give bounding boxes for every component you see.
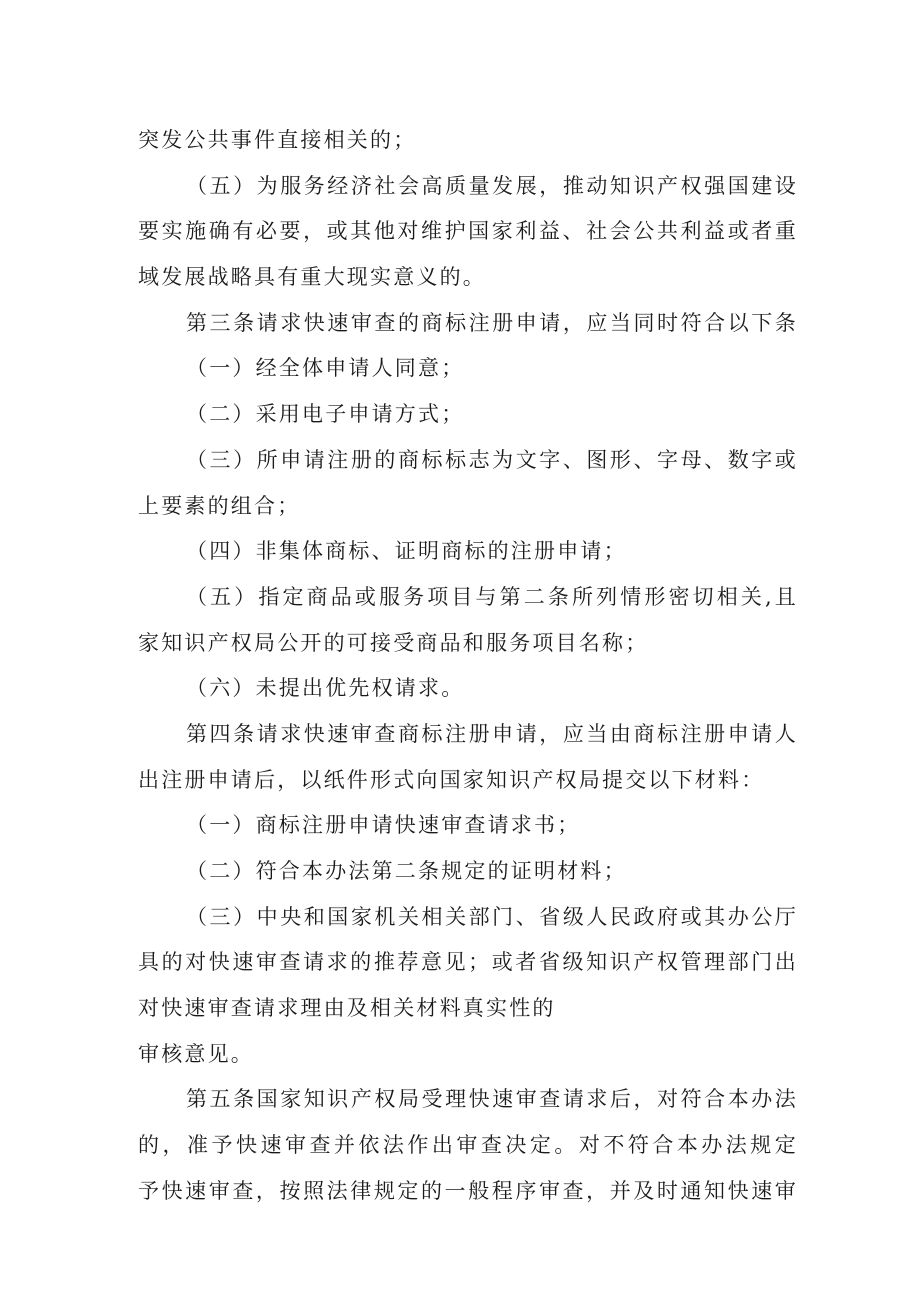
text-line: （五）为服务经济社会高质量发展，推动知识产权强国建设	[186, 173, 798, 198]
text-line: 第五条国家知识产权局受理快速审查请求后，对符合本办法	[186, 1087, 798, 1112]
text-line: 出注册申请后，以纸件形式向国家知识产权局提交以下材料：	[138, 767, 765, 792]
text-line: 突发公共事件直接相关的；	[138, 128, 417, 152]
text-line: 审核意见。	[138, 1041, 254, 1066]
text-line: 具的对快速审查请求的推荐意见；或者省级知识产权管理部门出	[138, 950, 798, 975]
text-line: 家知识产权局公开的可接受商品和服务项目名称；	[138, 630, 649, 655]
text-line: （二）符合本办法第二条规定的证明材料；	[186, 859, 627, 883]
text-line: 第四条请求快速审查商标注册申请，应当由商标注册申请人	[186, 721, 798, 746]
text-line: 域发展战略具有重大现实意义的。	[138, 265, 486, 290]
text-line: 上要素的组合；	[138, 493, 301, 518]
text-line: （五）指定商品或服务项目与第二条所列情形密切相关,且	[186, 584, 798, 609]
text-line: （一）商标注册申请快速审查请求书；	[186, 813, 581, 838]
text-line: 予快速审查，按照法律规定的一般程序审查，并及时通知快速审	[138, 1178, 798, 1203]
document-body	[138, 118, 798, 1215]
text-line: 第三条请求快速审查的商标注册申请，应当同时符合以下条	[186, 310, 798, 335]
text-line: 要实施确有必要，或其他对维护国家利益、社会公共利益或者重	[138, 219, 798, 244]
text-line: 的，准予快速审查并依法作出审查决定。对不符合本办法规定	[138, 1133, 798, 1158]
text-line: （六）未提出优先权请求。	[186, 676, 465, 701]
text-line: （三）所申请注册的商标标志为文字、图形、字母、数字或	[186, 447, 798, 472]
text-line: （二）采用电子申请方式；	[186, 402, 465, 427]
text-line: （三）中央和国家机关相关部门、省级人民政府或其办公厅	[186, 904, 798, 929]
text-line: 对快速审查请求理由及相关材料真实性的	[138, 996, 556, 1021]
text-line: （一）经全体申请人同意；	[186, 356, 465, 381]
text-line: （四）非集体商标、证明商标的注册申请；	[186, 539, 627, 564]
